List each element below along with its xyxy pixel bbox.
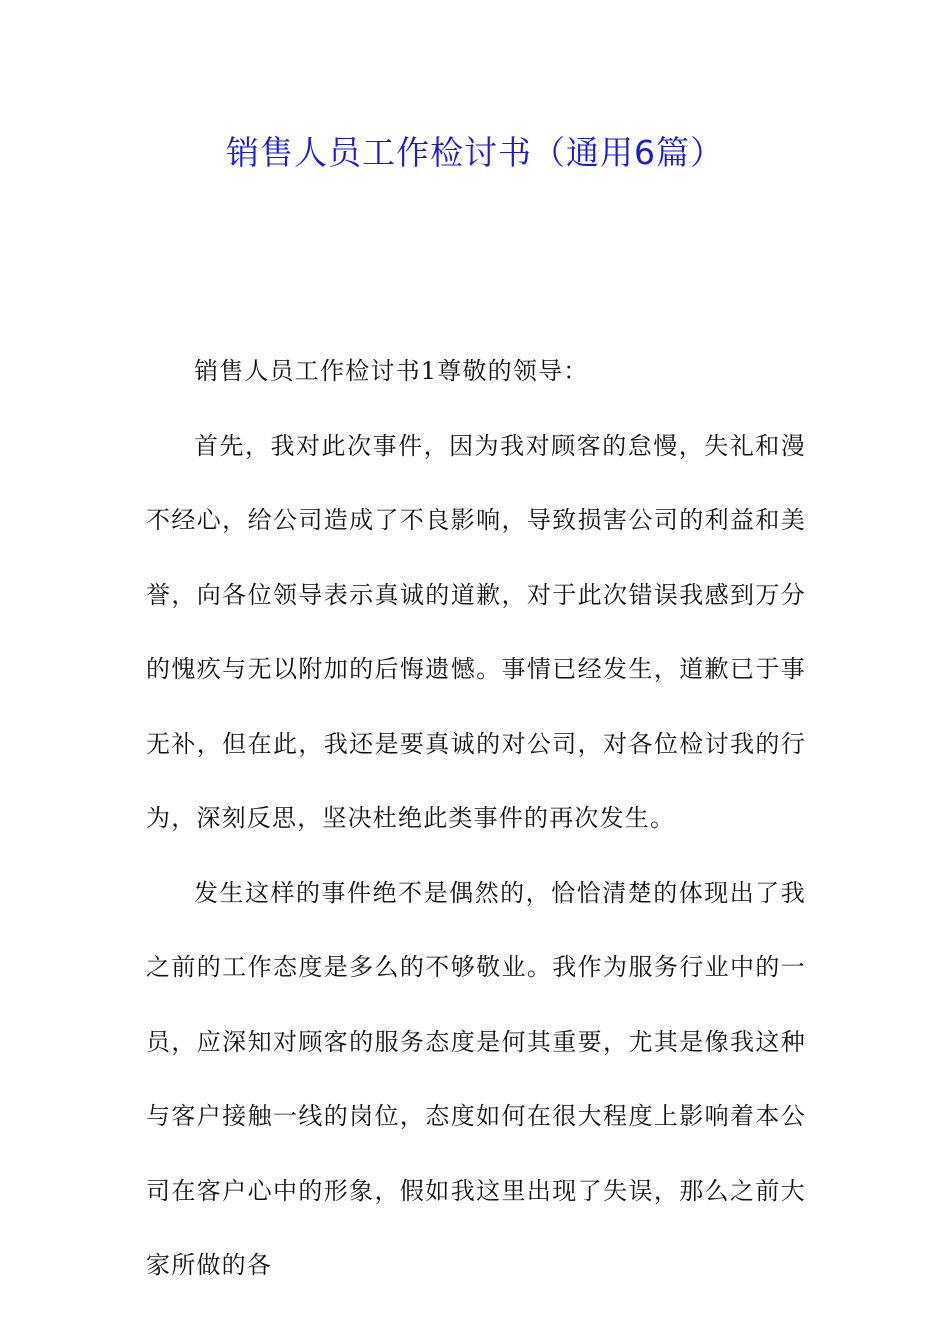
document-title: 销售人员工作检讨书（通用6篇） xyxy=(226,133,724,172)
paragraph-salutation: 销售人员工作检讨书1尊敬的领导： xyxy=(194,357,589,385)
paragraph-reflection: 发生这样的事件绝不是偶然的，恰恰清楚的体现出了我之前的工作态度是多么的不够敬业。我作为服务行业中的一员，应深知对顾客的服务态度是何其重要，尤其是像我这种与客户接触一线的岗位，态度如何在很大程度上影响着本公司在客户心中的形象，假如我这里出现了失误，那么之前大家所做的各 xyxy=(146,878,806,1279)
document-body xyxy=(146,334,806,1303)
paragraph-apology: 首先，我对此次事件，因为我对顾客的怠慢，失礼和漫不经心，给公司造成了不良影响，导致损害公司的利益和美誉，向各位领导表示真诚的道歉，对于此次错误我感到万分的愧疚与无以附加的后悔遗憾。事情已经发生，道歉已于事无补，但在此，我还是要真诚的对公司，对各位检讨我的行为，深刻反思，坚决杜绝此类事件的再次发生。 xyxy=(146,431,806,832)
